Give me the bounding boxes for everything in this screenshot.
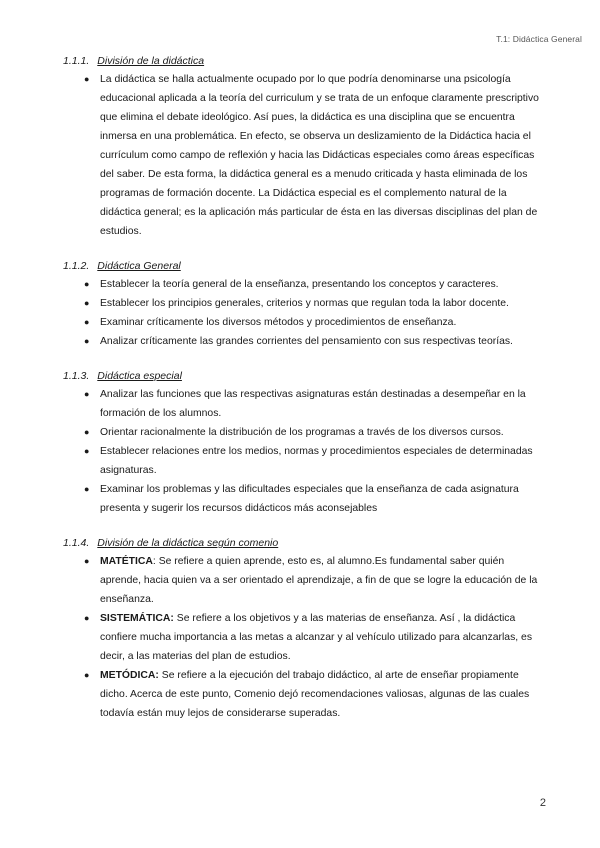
term-definition: Se refiere a quien aprende, esto es, al alumno.Es fundamental saber quién aprende, hacia quien va a ser orientado el aprendizaje, a fin de que se logre la educación de la enseñanza.: [100, 556, 538, 605]
bullet-icon: ●: [84, 446, 90, 456]
section-heading: [63, 54, 543, 68]
section-heading: [63, 259, 543, 273]
bullet-icon: ●: [84, 389, 90, 399]
list-item-text: Orientar racionalmente la distribución de los programas a través de los diversos cursos.: [100, 427, 504, 438]
term-separator: :: [152, 556, 156, 567]
list-item-text: La didáctica se halla actualmente ocupado por lo que podría denominarse una psicología educacional aplicada a la teoría del curriculum y se trata de un enfoque claramente prescriptivo que elimina el debate ideológico. Así pues, la didáctica es una disciplina que se encuentra inmersa en una problemática. En efecto, se observa un deslizamiento de la Didáctica hacia el currículum como campo de reflexión y hacia las Didácticas especiales como áreas específicas del saber. De esta forma, la didáctica general es a menudo criticada y hasta eliminada de los programas de formación docente. La Didáctica especial es el complemento natural de la didáctica general; es la aplicación más particular de ésta en las diversas disciplinas del plan de estudios.: [100, 74, 539, 237]
bullet-icon: ●: [84, 336, 90, 346]
bullet-icon: ●: [84, 484, 90, 494]
bullet-icon: ●: [84, 613, 90, 623]
section-division-didactica: [63, 54, 543, 241]
bullet-list: [63, 385, 543, 518]
bullet-list: [63, 275, 543, 351]
section-didactica-general: [63, 259, 543, 351]
list-item-matetica: [63, 552, 543, 609]
section-number: 1.1.2.: [63, 260, 90, 272]
list-item-text: Examinar los problemas y las dificultades especiales que la enseñanza de cada asignatura presenta y sugerir los recursos didácticos más aconsejables: [100, 484, 519, 514]
bullet-icon: ●: [84, 298, 90, 308]
running-header: T.1: Didáctica General: [496, 34, 582, 44]
page-number: 2: [539, 797, 546, 809]
list-item: [63, 442, 543, 480]
bullet-icon: ●: [84, 74, 90, 84]
term-label: METÓDICA:: [100, 670, 159, 681]
list-item: [63, 313, 543, 332]
section-number: 1.1.1.: [63, 55, 90, 67]
bullet-icon: ●: [84, 427, 90, 437]
section-number: 1.1.3.: [63, 370, 90, 382]
section-heading: [63, 536, 543, 550]
bullet-icon: ●: [84, 317, 90, 327]
term-definition: Se refiere a la ejecución del trabajo didáctico, al arte de enseñar propiamente dicho. Acerca de este punto, Comenio dejó recomendaciones valiosas, algunas de las cuales todavía están muy lejos de considerarse superadas.: [100, 670, 530, 719]
list-item: [63, 385, 543, 423]
section-title: División de la didáctica: [97, 55, 205, 67]
list-item: [63, 332, 543, 351]
section-number: 1.1.4.: [63, 537, 90, 549]
bullet-icon: ●: [84, 556, 90, 566]
section-division-comenio: [63, 536, 543, 723]
term-definition: Se refiere a los objetivos y a las materias de enseñanza. Así , la didáctica confiere mucha importancia a las metas a alcanzar y al vehículo utilizado para alcanzarlas, es decir, a las materias del plan de estudios.: [100, 613, 533, 662]
bullet-list: [63, 552, 543, 723]
list-item: [63, 294, 543, 313]
section-didactica-especial: [63, 369, 543, 518]
term-label: SISTEMÁTICA:: [100, 613, 174, 624]
section-title: División de la didáctica según comenio: [97, 537, 279, 549]
list-item: [63, 70, 543, 241]
list-item-text: Establecer relaciones entre los medios, normas y procedimientos especiales de determinadas asignaturas.: [100, 446, 533, 476]
section-title: Didáctica General: [97, 260, 181, 272]
list-item: [63, 423, 543, 442]
section-heading: [63, 369, 543, 383]
list-item-metodica: [63, 666, 543, 723]
list-item-text: Establecer la teoría general de la enseñanza, presentando los conceptos y caracteres.: [100, 279, 499, 290]
bullet-list: [63, 70, 543, 241]
list-item-sistematica: [63, 609, 543, 666]
list-item: [63, 480, 543, 518]
bullet-icon: ●: [84, 670, 90, 680]
list-item-text: Establecer los principios generales, criterios y normas que regulan toda la labor docente.: [100, 298, 509, 309]
list-item: [63, 275, 543, 294]
bullet-icon: ●: [84, 279, 90, 289]
term-label: MATÉTICA: [100, 556, 153, 567]
list-item-text: Analizar críticamente las grandes corrientes del pensamiento con sus respectivas teorías.: [100, 336, 513, 347]
document-body: [63, 54, 543, 741]
list-item-text: Examinar críticamente los diversos métodos y procedimientos de enseñanza.: [100, 317, 457, 328]
list-item-text: Analizar las funciones que las respectivas asignaturas están destinadas a desempeñar en la formación de los alumnos.: [100, 389, 526, 419]
section-title: Didáctica especial: [97, 370, 182, 382]
